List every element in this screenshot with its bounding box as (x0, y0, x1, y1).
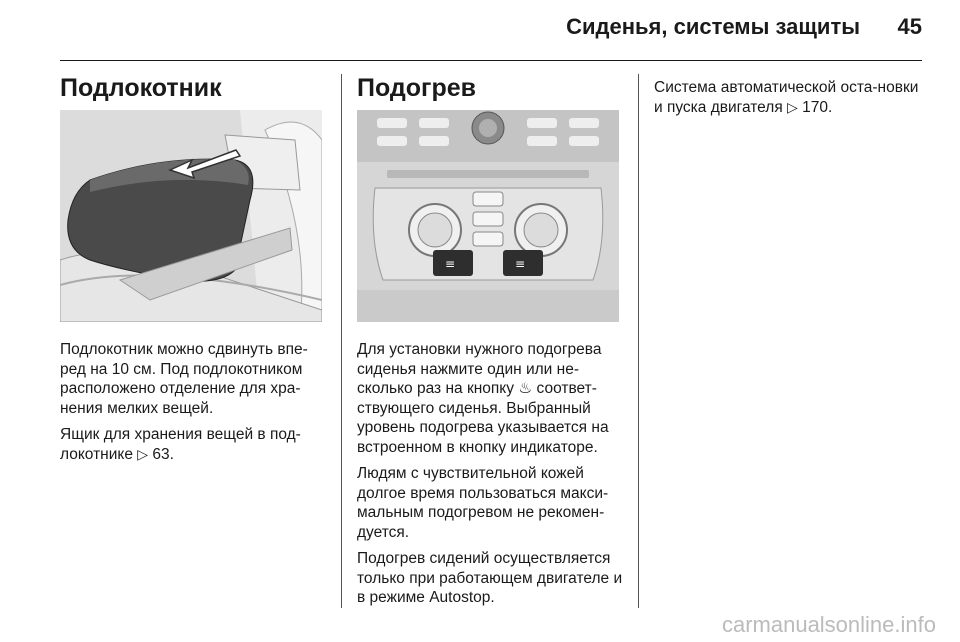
autostop-section (654, 78, 924, 124)
storage-ref-link[interactable]: 63. (152, 445, 174, 463)
svg-text:≡: ≡ (515, 257, 526, 271)
heating-p1-after: соответ-ствующего сиденья. Выбранный уровень подогрева указывается на встроенном в кнопку индикаторе. (357, 380, 609, 456)
storage-text: Ящик для хранения вещей в под-локотнике (60, 426, 301, 463)
column-divider (341, 74, 342, 608)
armrest-drawing (60, 110, 322, 322)
heating-title: Подогрев (357, 74, 477, 102)
svg-text:≡: ≡ (445, 257, 456, 271)
chapter-title: Сиденья, системы защиты (566, 14, 860, 39)
footer-brand: carmanualsonline.info (721, 612, 936, 637)
heating-controls-illustration (357, 110, 619, 322)
autostop-text: Система автоматической оста-новки и пуска двигателя (654, 79, 919, 116)
seat-heating-icon: ♨ (518, 380, 533, 397)
page-reference-arrow-icon: ▷ (787, 98, 798, 115)
heating-instructions (357, 340, 623, 457)
climate-panel-drawing (357, 110, 619, 322)
armrest-section (60, 72, 326, 471)
heating-condition: Подогрев сидений осуществляется только при работающем двигателе и в режиме Autostop. (357, 550, 623, 606)
heating-p1-before: Для установки нужного подогрева сиденья нажмите один или не-сколько раз на кнопку (357, 341, 602, 397)
heating-warning: Людям с чувствительной кожей долгое время пользоваться макси-мальным подогревом не рекомен-дуется. (357, 465, 609, 541)
armrest-title: Подлокотник (60, 74, 222, 102)
page-number: 45 (897, 14, 922, 39)
armrest-storage-note (60, 425, 326, 464)
armrest-description: Подлокотник можно сдвинуть впе-ред на 10 см. Под подлокотником расположено отделение для хра-нения мелких вещей. (60, 341, 308, 417)
armrest-illustration (60, 110, 322, 322)
page-reference-arrow-icon: ▷ (137, 445, 149, 462)
autostop-note (654, 78, 924, 117)
autostop-ref-link[interactable]: 170. (802, 98, 833, 116)
header-rule (60, 60, 922, 61)
column-divider (638, 74, 639, 608)
heating-section (357, 72, 623, 615)
